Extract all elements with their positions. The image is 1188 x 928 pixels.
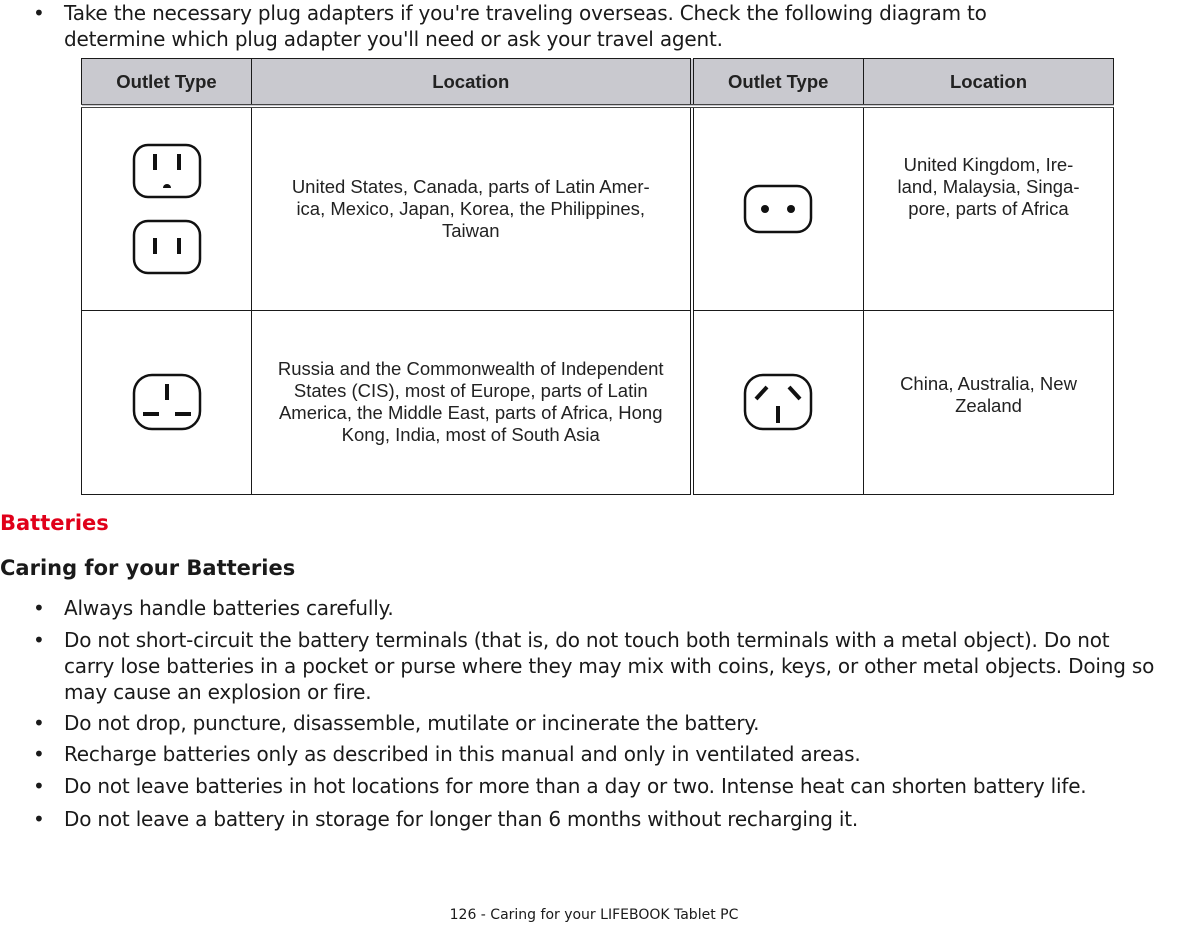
location-cell	[864, 310, 1114, 494]
table-row	[82, 310, 1114, 494]
list-item-text: Do not short-circuit the battery terminals (that is, do not touch both terminals with a metal object). Do not	[64, 628, 1110, 652]
header-location-1: Location	[252, 59, 692, 107]
location-line: Russia and the Commonwealth of Independent	[277, 358, 664, 380]
caring-heading: Caring for your Batteries	[0, 556, 296, 580]
outlet-cell	[692, 106, 864, 310]
list-item-text: carry lose batteries in a pocket or purse where they may mix with coins, keys, or other metal objects. Doing so	[64, 654, 1155, 678]
list-item-text: may cause an explosion or fire.	[64, 680, 372, 704]
list-item-text: Do not leave a battery in storage for longer than 6 months without recharging it.	[64, 807, 859, 831]
us-grounded-outlet-icon	[131, 142, 203, 200]
location-line: ica, Mexico, Japan, Korea, the Philippines,	[296, 198, 646, 219]
location-line: land, Malaysia, Singa-	[897, 176, 1080, 198]
bullet-dot: •	[33, 628, 45, 652]
location-line: pore, parts of Africa	[908, 198, 1069, 220]
location-line: States (CIS), most of Europe, parts of Latin	[293, 380, 648, 402]
location-line: Zealand	[955, 394, 1022, 416]
intro-bullet	[0, 0, 1188, 56]
location-cell	[252, 106, 692, 310]
list-item-text: Do not drop, puncture, disassemble, mutilate or incinerate the battery.	[64, 711, 760, 735]
location-line: Taiwan	[441, 220, 500, 241]
bullet-dot: •	[33, 596, 45, 620]
intro-line-2: determine which plug adapter you'll need or ask your travel agent.	[64, 27, 723, 51]
outlet-cell	[692, 310, 864, 494]
location-line: America, the Middle East, parts of Africa, Hong	[278, 402, 663, 424]
location-line: Kong, India, most of South Asia	[341, 424, 600, 446]
location-cell	[864, 106, 1114, 310]
location-line: United States, Canada, parts of Latin Amer-	[291, 176, 650, 197]
bullet-dot: •	[33, 774, 45, 798]
batteries-heading: Batteries	[0, 511, 109, 535]
header-outlet-type-2: Outlet Type	[692, 59, 864, 107]
header-outlet-type-1: Outlet Type	[82, 59, 252, 107]
location-line: China, Australia, New	[900, 372, 1077, 394]
us-two-prong-outlet-icon	[131, 218, 203, 276]
location-line: United Kingdom, Ire-	[903, 154, 1074, 176]
bullet-dot: •	[33, 711, 45, 735]
intro-line-1: Take the necessary plug adapters if you're traveling overseas. Check the following diagram to	[64, 1, 987, 25]
outlet-cell	[82, 310, 252, 494]
list-item-text: Do not leave batteries in hot locations for more than a day or two. Intense heat can shorten battery life.	[64, 774, 1087, 798]
location-cell	[252, 310, 692, 494]
bullet-dot: •	[33, 1, 45, 25]
outlet-cell	[82, 106, 252, 310]
round-two-pin-outlet-icon	[742, 183, 814, 235]
outlet-table	[81, 58, 1114, 495]
header-location-2: Location	[864, 59, 1114, 107]
table-header-row	[82, 59, 1114, 107]
list-item-text: Always handle batteries carefully.	[64, 596, 394, 620]
bullet-dot: •	[33, 742, 45, 766]
table-row	[82, 106, 1114, 310]
angled-pin-outlet-icon	[742, 372, 814, 432]
bullet-dot: •	[33, 807, 45, 831]
russia-cis-outlet-icon	[131, 372, 203, 432]
list-item-text: Recharge batteries only as described in this manual and only in ventilated areas.	[64, 742, 861, 766]
page-footer: 126 - Caring for your LIFEBOOK Tablet PC	[449, 907, 739, 923]
